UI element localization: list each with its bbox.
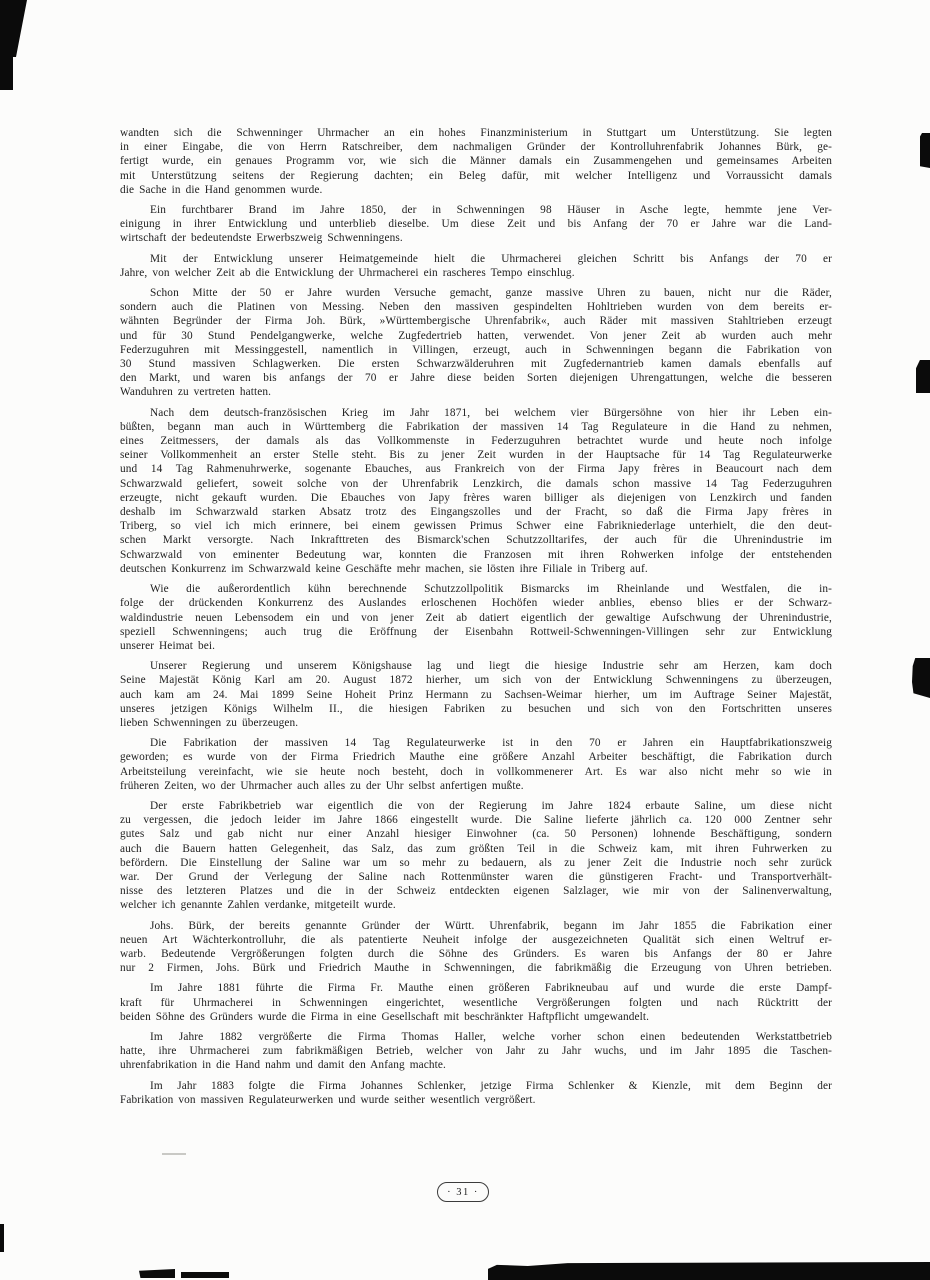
text-line: war. Der Grund der Verlegung der Saline nach Rottenmünster waren die günstigeren Fracht- und Transportverhält- <box>120 870 832 883</box>
text-line: Im Jahre 1882 vergrößerte die Firma Thomas Haller, welche vorher schon einen bedeutenden Werkstattbetrieb <box>150 1030 832 1043</box>
text-line: gutes Salz und gab nicht nur einer Anzahl hiesiger Einwohner (ca. 50 Personen) lohnende Beschäftigung, sondern <box>120 828 832 841</box>
text-line: zu vergessen, die jedoch leider im Jahre 1866 eingestellt wurde. Die Saline lieferte jährlich ca. 120 000 Zentner sehr <box>120 814 832 827</box>
text-line: früheren Zeiten, wo der Uhrmacher auch alles zu der Uhr selbst anfertigen mußte. <box>120 779 524 792</box>
text-line: Im Jahr 1883 folgte die Firma Johannes Schlenker, jetzige Firma Schlenker & Kienzle, mit dem Beginn der <box>150 1079 832 1092</box>
paragraph <box>120 582 832 653</box>
scan-artifact-left-bottom-sliver <box>0 1224 4 1252</box>
scan-artifact-faint-dash <box>162 1153 186 1155</box>
paragraph <box>120 252 832 280</box>
text-line: kraft für Uhrmacherei in Schwenningen eingerichtet, wesentliche Vergrößerungen folgten und nach Rücktritt der <box>120 996 832 1009</box>
text-line: Arbeitsteilung vereinfacht, wie sie heute noch besteht, doch in vollkommenerer Art. Es war also nicht mehr so wie in <box>120 765 832 778</box>
text-line: Seine Majestät König Karl am 20. August 1872 hierher, um sich von der Entwicklung Schwenningens zu überzeugen, <box>120 674 832 687</box>
text-line: Fabrikation von massiven Regulateurwerken und wurde seither wesentlich vergrößert. <box>120 1093 536 1106</box>
paragraph <box>120 659 832 730</box>
text-line: wandten sich die Schwenninger Uhrmacher an ein hohes Finanzministerium in Stuttgart um Unterstützung. Sie legten <box>120 127 832 139</box>
text-line: schen Markt versorgte. Nach Inkrafttreten des Bismarck'schen Schutzzolltarifes, der auch für die Uhrenindustrie im <box>120 534 832 547</box>
text-line: welcher ich genannte Zahlen verdanke, mitgeteilt wurde. <box>120 899 396 912</box>
text-line: und 14 Tag Rahmenuhrwerke, sogenante Ebauches, aus Frankreich von der Firma Japy frères in Beaucourt nach dem <box>120 463 832 476</box>
text-line: büßten, begann man auch in Württemberg die Fabrikation der massiven 14 Tag Regulateure in die Hand zu nehmen, <box>120 420 832 433</box>
body-text <box>120 126 832 1107</box>
text-line: Im Jahre 1881 führte die Firma Fr. Mauthe einen größeren Fabrikneubau auf und wurde die erste Dampf- <box>150 982 832 995</box>
text-line: Jahre, von welcher Zeit ab die Entwicklung der Uhrmacherei ein rascheres Tempo einschlug. <box>120 266 575 279</box>
paragraph <box>120 1030 832 1073</box>
text-line: Federzuguhren mit Messinggestell, namentlich in Villingen, erzeugt, auch in Schwenningen begann die Fabrikation von <box>120 343 832 356</box>
text-line: deutschen Konkurrenz im Schwarzwald keine Geschäfte mehr machen, sie lösten ihre Filiale in Triberg auf. <box>120 562 648 575</box>
text-line: Nach dem deutsch-französischen Krieg im Jahr 1871, bei welchem vier Bürgersöhne von hier ihr Leben ein- <box>150 406 832 419</box>
scan-artifact-right-tab-1 <box>920 133 930 168</box>
text-line: lieben Schwenningen zu überzeugen. <box>120 716 299 729</box>
text-line: in einer Eingabe, die von Herrn Ratschreiber, dem nachmaligen Gründer der Kontrolluhrenfabrik Johannes Bürk, ge- <box>120 141 832 154</box>
paragraph <box>120 981 832 1024</box>
text-line: fertigt wurde, ein genaues Programm vor, wie sich die Männer damals ein Zusammengehen und gemeinsames Arbeiten <box>120 155 832 168</box>
text-line: wähnten Begründer der Firma Joh. Bürk, »Württembergische Uhrenfabrik«, auch Räder mit massiven Stahltrieben erzeugt <box>120 315 832 328</box>
paragraph <box>120 203 832 246</box>
text-line: Triberg, so viel ich mich erinnere, bei einem gewissen Primus Schwer eine Fabrikniederlage unterhielt, die den deut- <box>120 520 832 533</box>
text-line: uhrenfabrikation in die Hand nahm und damit den Anfang machte. <box>120 1059 446 1072</box>
text-line: die Sache in die Hand genommen wurde. <box>120 183 323 196</box>
text-line: Der erste Fabrikbetrieb war eigentlich die von der Regierung im Jahre 1824 erbaute Saline, um diese nicht <box>150 799 832 812</box>
text-line: 30 Stund massiven Schlagwerken. Die ersten Schwarzwälderuhren mit Zugfedernantrieb kamen damals ebenfalls auf <box>120 358 832 371</box>
text-line: eines Zeitmessers, der damals als das Vollkommenste in Federzuguhren betrachtet wurde und heute noch infolge <box>120 435 832 448</box>
scan-artifact-bottom-bar <box>488 1262 930 1280</box>
text-line: unseres jetzigen Königs Wilhelm II., die hiesigen Fabriken zu besuchen und sich von den Fortschritten unseres <box>120 702 832 715</box>
text-line: Wanduhren zu vertreten hatten. <box>120 386 272 399</box>
text-line: unserer Heimat bei. <box>120 639 216 652</box>
text-line: beiden Söhne des Gründers wurde die Firma in eine Gesellschaft mit beschränkter Haftpflicht umgewandelt. <box>120 1010 650 1023</box>
text-line: seiner Vollkommenheit an erster Stelle steht. Bis zu jener Zeit wurden in der Hauptsache für 14 Tag Regulateurwerke <box>120 449 832 462</box>
text-line: Unserer Regierung und unserem Königshause lag und liegt die hiesige Industrie sehr am Herzen, kam doch <box>150 660 832 673</box>
text-line: Schon Mitte der 50 er Jahre wurden Versuche gemacht, ganze massive Uhren zu bauen, nicht nur die Räder, <box>150 287 832 300</box>
paragraph <box>120 736 832 793</box>
text-line: auch kam am 24. Mai 1899 Seine Hoheit Prinz Hermann zu Sachsen-Weimar hierher, um im Auftrage Seiner Majestät, <box>120 688 832 701</box>
text-line: Mit der Entwicklung unserer Heimatgemeinde hielt die Uhrmacherei gleichen Schritt bis Anfangs der 70 er <box>150 252 832 265</box>
scan-artifact-corner-wedge <box>0 0 27 90</box>
text-line: waldindustrie neuen Lebensodem ein und von jener Zeit ab datiert eigentlich der gewaltige Aufschwung der Uhrenindustrie, <box>120 611 832 624</box>
text-line: neuen Art Wächterkontrolluhr, die als patentierte Neuheit infolge der ausgezeichneten Qualität sich einen Weltruf er- <box>120 933 832 946</box>
text-line: warb. Bedeutende Vergrößerungen folgten durch die Söhne des Gründers. Es waren bis Anfangs der 80 er Jahre <box>120 947 832 960</box>
text-line: geworden; es wurde von der Firma Friedrich Mauthe eine größere Anzahl Arbeiter beschäftigt, die Fabrikation durch <box>120 751 832 764</box>
paragraph <box>120 406 832 576</box>
page-number-badge <box>437 1182 489 1202</box>
paragraph <box>120 1079 832 1107</box>
text-line: befördern. Die Einstellung der Saline war um so mehr zu bedauern, als zu jener Zeit die Industrie noch sehr zurück <box>120 856 832 869</box>
text-line: Wie die außerordentlich kühn berechnende Schutzzollpolitik Bismarcks im Rheinlande und Westfalen, die in- <box>150 583 832 596</box>
text-line: Schwarzwald von eminenter Bedeutung war, konnten die Franzosen mit ihren Rohwerken infolge der entstehenden <box>120 548 832 561</box>
paragraph <box>120 919 832 976</box>
text-line: auch die Bauern hatten Gelegenheit, das Salz, das zum größten Teil in die Schweiz kam, mit ihren Fuhrwerken zu <box>120 842 832 855</box>
text-line: sondern auch die Platinen von Messing. Neben den massiven gespindelten Hohltrieben wurden von dem bereits er- <box>120 301 832 314</box>
text-line: deshalb im Schwarzwald starken Absatz trotz des Eingangszolles und der Fracht, so daß die Firma Japy frères in <box>120 506 832 519</box>
paragraph <box>120 799 832 913</box>
scan-artifact-bottom-dash-b <box>181 1272 229 1278</box>
text-line: einigung in ihrer Entwicklung und unterblieb dieselbe. Um diese Zeit und bis Anfang der 70 er Jahre war die Land- <box>120 218 832 231</box>
paragraph <box>120 286 832 400</box>
page-number-label: · 31 · <box>447 1186 479 1198</box>
scan-artifact-bottom-dash-a <box>139 1269 175 1278</box>
text-line: speziell Schwenningens; auch trug die Eröffnung der Eisenbahn Rottweil-Schwenningen-Villingen sehr zur Entwicklung <box>120 625 832 638</box>
text-line: den Markt, und waren bis anfangs der 70 er Jahre diese beiden Sorten diejenigen Uhrengattungen, welche die besseren <box>120 372 832 385</box>
scan-artifact-right-tab-2 <box>916 360 930 393</box>
text-line: nur 2 Firmen, Johs. Bürk und Friedrich Mauthe in Schwenningen, die fabrikmäßig die Erzeugung von Uhren betrieben. <box>120 962 832 975</box>
text-line: wirtschaft der bedeutendste Erwerbszweig Schwenningens. <box>120 232 403 245</box>
text-line: Johs. Bürk, der bereits genannte Gründer der Württ. Uhrenfabrik, begann im Jahr 1855 die Fabrikation einer <box>150 919 832 932</box>
paragraph <box>120 126 832 197</box>
text-line: erzeugte, nicht gekauft wurden. Die Ebauches von Japy frères waren billiger als diejenigen von Lenzkirch und fanden <box>120 491 832 504</box>
text-line: nisse des letzteren Platzes und die in der Schweiz entdeckten eigenen Salzlager, wie mir von der Salinenverwaltung, <box>120 885 832 898</box>
text-line: folge der drückenden Konkurrenz des Auslandes erloschenen Hochöfen wieder anblies, ebenso blies er der Schwarz- <box>120 597 832 610</box>
text-line: Die Fabrikation der massiven 14 Tag Regulateurwerke ist in den 70 er Jahren ein Hauptfabrikationszweig <box>150 737 832 750</box>
text-line: Ein furchtbarer Brand im Jahre 1850, der in Schwenningen 98 Häuser in Asche legte, hemmte jene Ver- <box>150 204 832 217</box>
text-line: und für 30 Stund Pendelgangwerke, welche Zugfedertrieb hatten, verwendet. Von jener Zeit ab wurden auch mehr <box>120 329 832 342</box>
text-line: hatte, ihre Uhrmacherei zum fabrikmäßigen Betrieb, welcher von Jahr zu Jahr wuchs, und im Jahr 1895 die Taschen- <box>120 1045 832 1058</box>
scan-artifact-right-tab-3 <box>912 658 930 698</box>
text-line: mit Unterstützung seitens der Regierung dachten; ein Beleg dafür, mit welcher Intelligenz und Vorraussicht damals <box>120 169 832 182</box>
text-line: Schwarzwald geliefert, soweit solche von der Uhrenfabrik Lenzkirch, die damals schon massive 14 Tag Federzuguhren <box>120 477 832 490</box>
